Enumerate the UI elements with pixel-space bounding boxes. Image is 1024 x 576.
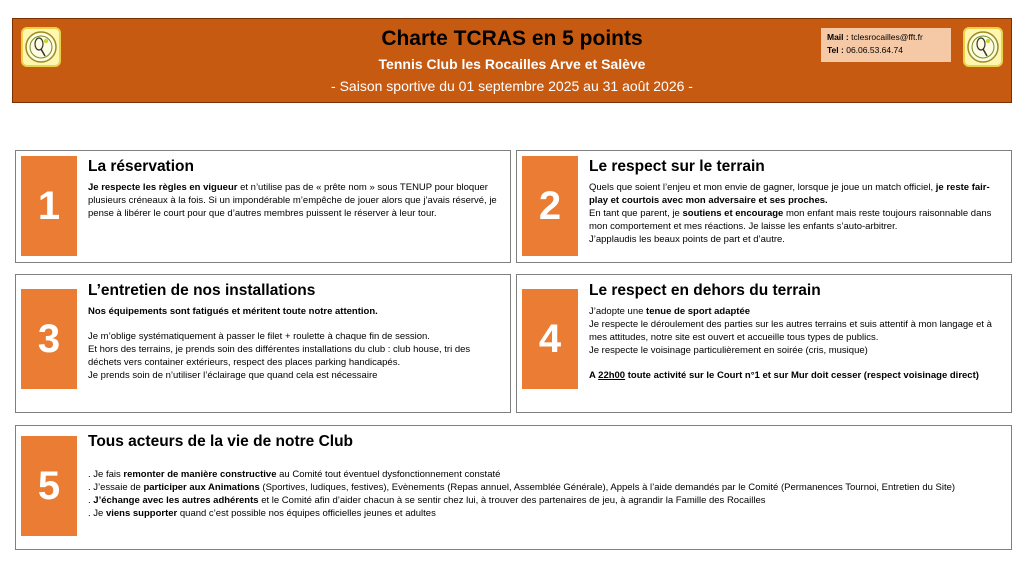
card-number: 5 [21,436,77,536]
card-number: 4 [522,289,578,389]
card-title: Tous acteurs de la vie de notre Club [88,433,353,450]
header-banner [12,18,1012,103]
card-text: . Je [88,508,106,519]
card-text: J’adopte une [589,306,647,317]
card-text: quand c’est possible nos équipes officielles jeunes et adultes [177,508,436,519]
contact-box [821,28,951,62]
card-title: La réservation [88,158,194,175]
club-name: Tennis Club les Rocailles Arve et Salève [378,56,646,72]
card-text: et n’utilise pas de « prête nom » sous TENUP pour bloquer plusieurs créneaux à la fois. Si un impondérable m’empêche de jouer alors que j’avais réservé, je pense à libérer le court pour que d’autres membres puissent le réserver à leur tour. [88,182,497,219]
card-title: Le respect en dehors du terrain [589,282,821,299]
card-text-bold: remonter de manière constructive [123,469,277,480]
card-number: 3 [21,289,77,389]
tel-label: Tel : [827,45,844,55]
season-dates: - Saison sportive du 01 septembre 2025 au 31 août 2026 - [331,78,693,94]
curfew-time: 22h00 [598,370,626,381]
card-body [88,468,1005,520]
card-body [589,181,1005,246]
charter-card-4 [516,274,1012,413]
card-text: (Sportives, ludiques, festives), Evènements (Repas annuel, Assemblée Générale), Appels à l’aide demandés par le Comité (Permanences Tournoi, Entretien du Site) [259,482,956,493]
card-body [589,305,1005,382]
card-text: . [88,495,94,506]
card-text: Je prends soin de n’utiliser l’éclairage que quand cela est nécessaire [88,370,378,381]
charter-card-2 [516,150,1012,263]
card-text-bold: toute activité sur le Court n°1 et sur Mur doit cesser (respect voisinage direct) [625,370,979,381]
card-text: Je m’oblige systématiquement à passer le filet + roulette à chaque fin de session. [88,331,430,342]
card-text-bold: Nos équipements sont fatigués et méritent toute notre attention. [88,306,378,317]
card-text-bold: viens supporter [105,508,178,519]
card-title: Le respect sur le terrain [589,158,765,175]
mail-address[interactable]: tclesrocailles@fft.fr [851,32,923,42]
card-text: En tant que parent, je [589,208,683,219]
card-text: au Comité tout éventuel dysfonctionnement constaté [276,469,501,480]
card-text: et le Comité afin d’aider chacun à se sentir chez lui, à trouver des partenaires de jeu, à agrandir la Famille des Rocailles [258,495,766,506]
card-text-bold: soutiens et encourage [682,208,784,219]
card-text-bold: participer aux Animations [143,482,260,493]
card-title: L’entretien de nos installations [88,282,316,299]
page-title: Charte TCRAS en 5 points [381,27,643,50]
card-body [88,305,504,382]
card-text: . Je fais [88,469,124,480]
card-text-bold: A [589,370,599,381]
card-text-bold: je reste fair-play et courtois avec mon adversaire et ses proches. [589,182,990,206]
card-body [88,181,504,220]
card-text: Je respecte le déroulement des parties sur les autres terrains et suis attentif à mon langage et à mes attitudes, notre site est ouvert et accueille tous types de publics. [589,319,992,343]
card-text: J’applaudis les beaux points de part et d’autre. [589,234,785,245]
card-number: 2 [522,156,578,256]
card-text-bold: J’échange avec les autres adhérents [93,495,259,506]
mail-label: Mail : [827,32,849,42]
card-text-bold: tenue de sport adaptée [646,306,751,317]
card-text-bold: Je respecte les règles en vigueur [88,182,238,193]
card-text: mon enfant mais reste toujours raisonnable dans mon comportement et mes réactions. Je laisse les enfants s’auto-arbitrer. [589,208,992,232]
charter-card-1 [15,150,511,263]
card-text: Et hors des terrains, je prends soin des différentes installations du club : club house, tri des déchets vers container extérieurs, respect des places parking handicapés. [88,344,471,368]
charter-card-5 [15,425,1012,550]
card-number: 1 [21,156,77,256]
charter-card-3 [15,274,511,413]
card-text: Je respecte le voisinage particulièrement en soirée (cris, musique) [589,345,868,356]
card-text: Quels que soient l’enjeu et mon envie de gagner, lorsque je joue un match officiel, [589,182,936,193]
phone-number: 06.06.53.64.74 [846,45,903,55]
card-text: . J’essaie de [88,482,144,493]
